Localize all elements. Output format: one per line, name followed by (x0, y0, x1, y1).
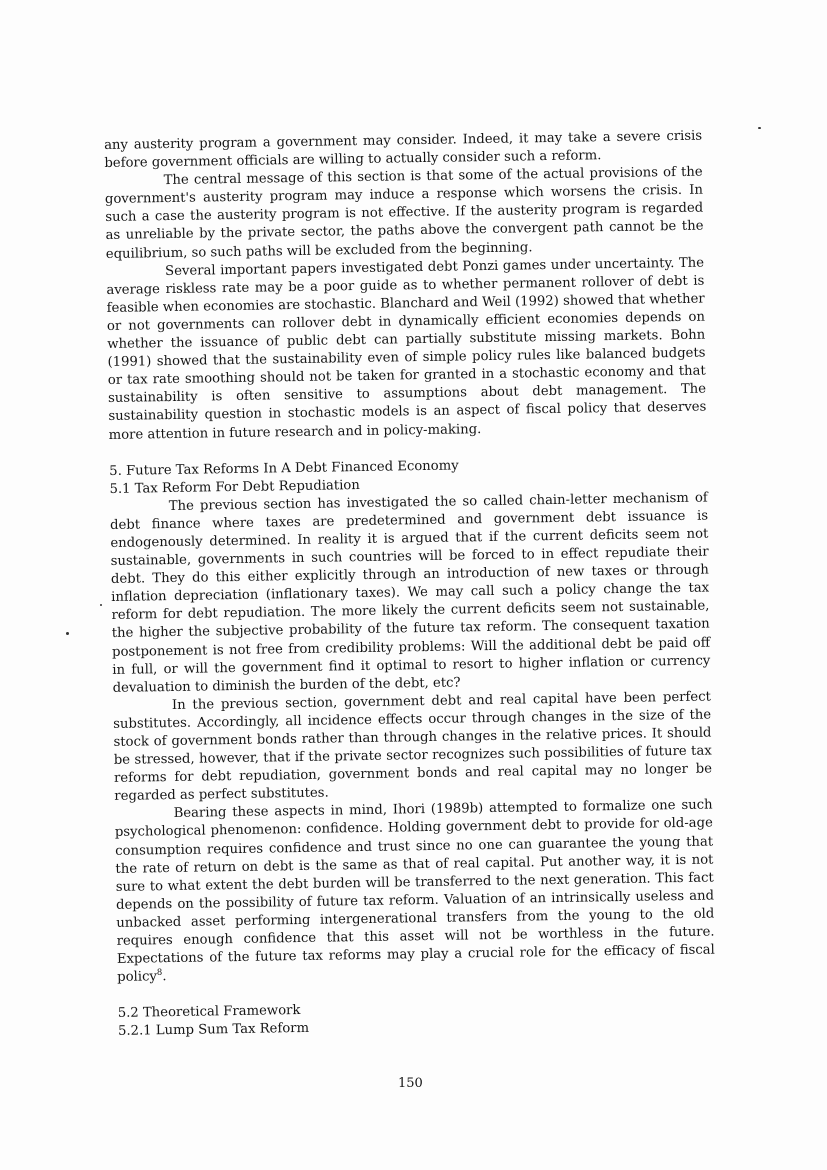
subsection-heading-5-1: 5.1 Tax Reform For Debt Repudiation (109, 477, 360, 497)
paragraph-confidence-end: . (162, 969, 167, 985)
paragraph-confidence-text: Bearing these aspects in mind, Ihori (1989b) attempted to formalize one such psychological phenomenon: confidence. Holding government debt to provide for old-age consumption requires confidence and trust since no one can guarantee the young that the rate of return on debt is the same as that of real capital. Put another way, it is not sure to what extent the debt burden will be transferred to the next generation. This fact depends on the possibility of future tax reform. Valuation of an intrinsically useless and unbacked asset performing intergenerational transfers from the young to the old requires enough confidence that this asset will not be worthless in the future. Expectations of the future tax reforms may play a crucial role for the efficacy of fiscal policy (114, 797, 715, 986)
paragraph-ponzi-games: Several important papers investigated debt Ponzi games under uncertainty. The average riskless rate may be a poor guide as to whether permanent rollover of debt is feasible when economies are stochastic. Blanchard and Weil (1992) showed that whether or not governments can rollover debt in dynamically efficient economies depends on whether the issuance of public debt can partially substitute missing markets. Bohn (1991) showed that the sustainability even of simple policy rules like balanced budgets or tax rate smoothing should not be taken for granted in a stochastic economy and that sustainability is often sensitive to assumptions about debt management. The sustainability question in stochastic models is an aspect of fiscal policy that deserves more attention in future research and in policy-making. (106, 255, 707, 443)
scan-speck (100, 604, 102, 606)
page-body (104, 128, 716, 1042)
paragraph-confidence (115, 797, 716, 987)
scan-speck (66, 632, 69, 635)
paragraph-substitutes: In the previous section, government debt and real capital have been perfect substitutes. Accordingly, all incidence effects occur through changes in the size of the stock of government bonds rather than through changes in the relative prices. It should be stressed, however, that if the private sector recognizes such possibilities of future tax reforms for debt repudiation, government bonds and real capital may no longer be regarded as perfect substitutes. (113, 689, 713, 805)
section-heading-5: 5. Future Tax Reforms In A Debt Financed Economy (109, 458, 459, 479)
subsection-heading-5-2-1: 5.2.1 Lump Sum Tax Reform (117, 1021, 310, 1040)
paragraph-chain-letter: The previous section has investigated the so called chain-letter mechanism of debt finance where taxes are predetermined and government debt issuance is endogenously determined. In reality it is argued that if the current deficits seem not sustainable, governments in such countries will be forced to in effect repudiate their debt. They do this either explicitly through an introduction of new taxes or through inflation depreciation (inflationary taxes). We may call such a policy change the tax reform for debt repudiation. The more likely the current deficits seem not sustainable, the higher the subjective probability of the future tax reform. The consequent taxation postponement is not free from credibility problems: Will the additional debt be paid off in full, or will the government find it optimal to resort to higher inflation or currency devaluation to diminish the burden of the debt, etc? (109, 490, 711, 696)
paragraph-continuation: any austerity program a government may consider. Indeed, it may take a severe crisis before government officials are willing to actually consider such a reform. (104, 128, 703, 172)
page-number: 150 (398, 1076, 423, 1091)
subsection-heading-5-2: 5.2 Theoretical Framework (117, 1003, 301, 1022)
paragraph-central-message: The central message of this section is that some of the actual provisions of the government's austerity program may induce a response which worsens the crisis. In such a case the austerity program is not effective. If the austerity program is regarded as unreliable by the private sector, the paths above the convergent path cannot be the equilibrium, so such paths will be excluded from the beginning. (104, 164, 704, 262)
footnote-marker: 8 (156, 968, 163, 979)
scan-speck (758, 127, 761, 129)
